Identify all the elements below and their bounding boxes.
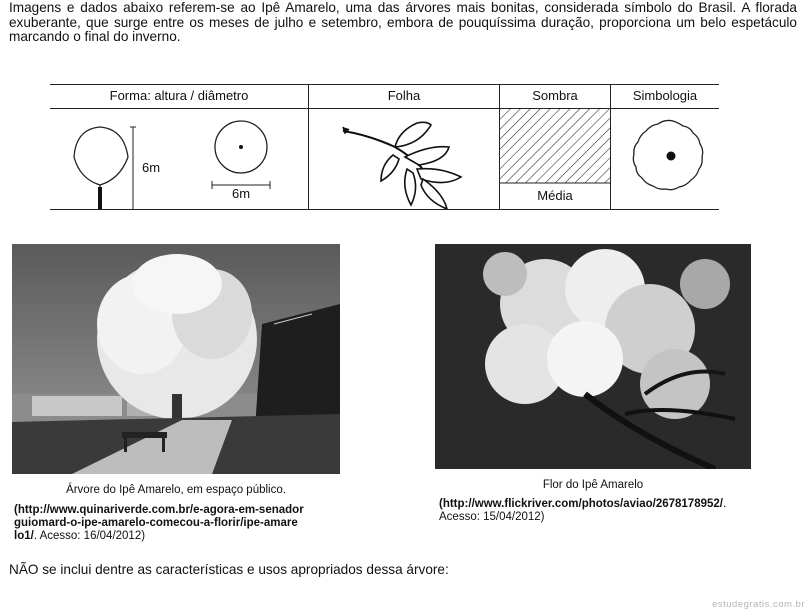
right-source-period: . [723, 498, 727, 510]
right-access-date: Acesso: 15/04/2012) [439, 511, 545, 523]
header-forma: Forma: altura / diâmetro [109, 88, 249, 103]
left-photo-source [14, 504, 344, 543]
left-photo-caption: Árvore do Ipê Amarelo, em espaço público. [66, 484, 286, 496]
tree-symbol-icon [611, 109, 719, 209]
leaf-icon [309, 109, 499, 209]
left-source-line-1: (http://www.quinariverde.com.br/e-agora-em-senador [14, 504, 304, 516]
header-simbologia: Simbologia [632, 88, 698, 103]
left-source-line-3: lo1/ [14, 530, 34, 542]
site-watermark: estudegratis.com.br [712, 599, 805, 610]
ipe-flower-photo [435, 244, 751, 469]
left-access-date: . Acesso: 16/04/2012) [33, 530, 146, 542]
tree-profile-icon [50, 109, 308, 209]
header-folha: Folha [387, 88, 421, 103]
diameter-label: 6m [232, 186, 251, 201]
table-bottom-rule [50, 209, 719, 210]
right-photo-caption: Flor do Ipê Amarelo [542, 479, 644, 491]
height-label: 6m [142, 160, 161, 175]
right-photo-source [439, 498, 759, 524]
shade-value: Média [537, 188, 573, 203]
left-source-line-2: guiomard-o-ipe-amarelo-comecou-a-florir/ipe-amare [14, 517, 298, 529]
right-source-url: (http://www.flickriver.com/photos/aviao/2678178952/ [439, 498, 723, 510]
intro-paragraph: Imagens e dados abaixo referem-se ao Ipê Amarelo, uma das árvores mais bonitas, considerada símbolo do Brasil. A florada exuberante, que surge entre os meses de julho e setembro, embora de pouquíssima duração, proporciona um belo espetáculo marcando o final do inverno. [9, 0, 797, 44]
tree-characteristics-table [50, 84, 719, 210]
question-text: NÃO se inclui dentre as características e usos apropriados dessa árvore: [9, 562, 449, 577]
ipe-tree-photo [12, 244, 340, 474]
header-sombra: Sombra [532, 88, 578, 103]
